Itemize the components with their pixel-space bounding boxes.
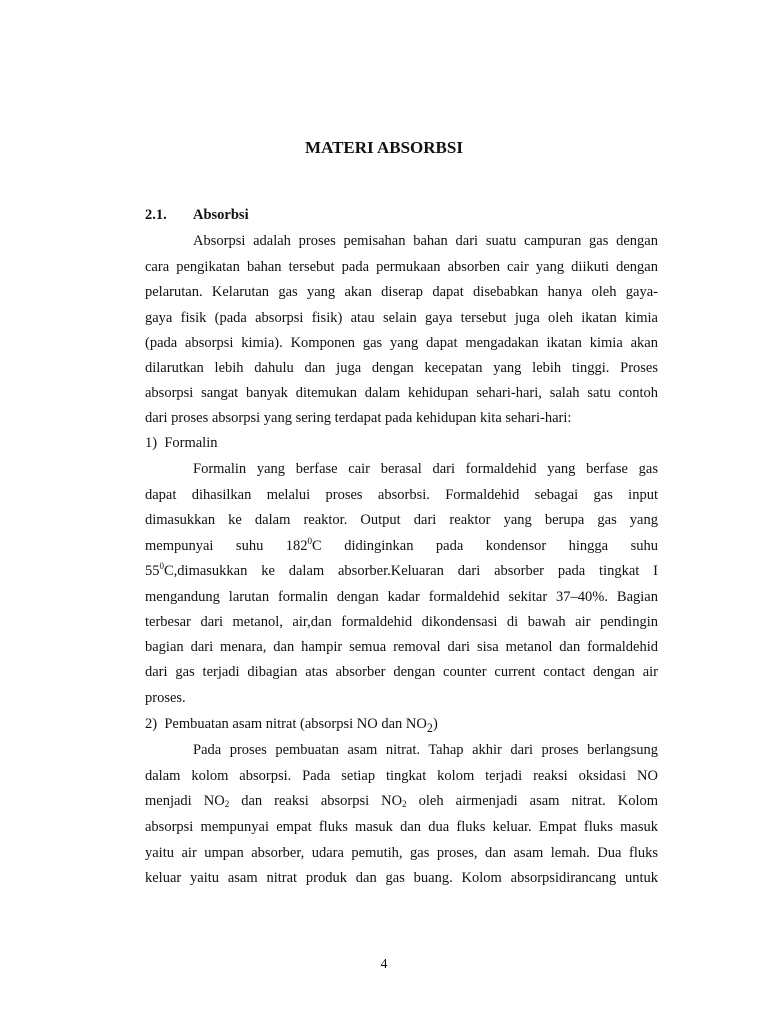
paragraph-line: (pada absorpsi kimia). Komponen gas yang dapat mengadakan ikatan kimia akan: [145, 335, 658, 351]
paragraph-line: mengandung larutan formalin dengan kadar formaldehid sekitar 37–40%. Bagian: [145, 589, 658, 605]
text-run: C,dimasukkan ke dalam absorber.Keluaran dari absorber pada tingkat I: [164, 563, 658, 579]
paragraph-line: dalam kolom absorpsi. Pada setiap tingkat kolom terjadi reaksi oksidasi NO: [145, 768, 658, 784]
list-item-formalin: 1) Formalin: [145, 435, 218, 451]
text-run: dan reaksi absorpsi NO: [229, 793, 403, 809]
text-run: ): [432, 716, 438, 732]
superscript: 0: [307, 536, 313, 546]
subscript: 2: [224, 799, 230, 809]
paragraph-line: Absorpsi adalah proses pemisahan bahan dari suatu campuran gas dengan: [193, 233, 658, 249]
paragraph-line: cara pengikatan bahan tersebut pada permukaan absorben cair yang diikuti dengan: [145, 259, 658, 275]
paragraph-line: pelarutan. Kelarutan gas yang akan diserap dapat disebabkan hanya oleh gaya-: [145, 284, 658, 300]
paragraph-line: dari proses absorpsi yang sering terdapat pada kehidupan kita sehari-hari:: [145, 410, 572, 426]
paragraph-line: dari gas terjadi dibagian atas absorber dengan counter current contact dengan air: [145, 664, 658, 680]
paragraph-line: [145, 792, 658, 810]
subscript: 2: [402, 799, 407, 809]
text-run: oleh airmenjadi asam nitrat. Kolom: [406, 793, 659, 809]
text-run: 55: [145, 563, 160, 579]
paragraph-line: Formalin yang berfase cair berasal dari formaldehid yang berfase gas: [193, 461, 658, 477]
text-run: mempunyai suhu 182: [145, 538, 308, 554]
text-run: menjadi NO: [145, 793, 225, 809]
paragraph-line: dimasukkan ke dalam reaktor. Output dari reaktor yang berupa gas yang: [145, 512, 658, 528]
paragraph-line: [145, 562, 658, 580]
paragraph-line: proses.: [145, 690, 186, 706]
paragraph-line: absorpsi mempunyai empat fluks masuk dan dua fluks keluar. Empat fluks masuk: [145, 819, 658, 835]
paragraph-line: dapat dihasilkan melalui proses absorbsi. Formaldehid sebagai gas input: [145, 487, 658, 503]
superscript: 0: [159, 561, 164, 571]
text-run: C didinginkan pada kondensor hingga suhu: [312, 538, 658, 554]
subscript: 2: [426, 720, 433, 735]
list-item-nitric-acid: [145, 715, 438, 737]
paragraph-line: bagian dari menara, dan hampir semua removal dari sisa metanol dan formaldehid: [145, 639, 658, 655]
paragraph-line: terbesar dari metanol, air,dan formaldehid dikondensasi di bawah air pendingin: [145, 614, 658, 630]
section-number: 2.1.: [145, 207, 167, 223]
paragraph-line: dilarutkan lebih dahulu dan juga dengan kecepatan yang lebih tinggi. Proses: [145, 360, 658, 376]
paragraph-line: gaya fisik (pada absorpsi fisik) atau selain gaya tersebut juga oleh ikatan kimia: [145, 310, 658, 326]
page-number: 4: [380, 957, 388, 972]
paragraph-line: [145, 537, 658, 555]
paragraph-line: yaitu air umpan absorber, udara pemutih, gas proses, dan asam lemah. Dua fluks: [145, 845, 658, 861]
paragraph-line: keluar yaitu asam nitrat produk dan gas buang. Kolom absorpsidirancang untuk: [145, 870, 658, 886]
text-run: 2) Pembuatan asam nitrat (absorpsi NO dan NO: [145, 716, 427, 732]
paragraph-line: absorpsi sangat banyak ditemukan dalam kehidupan sehari-hari, salah satu contoh: [145, 385, 658, 401]
document-title: MATERI ABSORBSI: [305, 138, 463, 157]
section-title: Absorbsi: [193, 207, 249, 223]
paragraph-line: Pada proses pembuatan asam nitrat. Tahap akhir dari proses berlangsung: [193, 742, 658, 758]
